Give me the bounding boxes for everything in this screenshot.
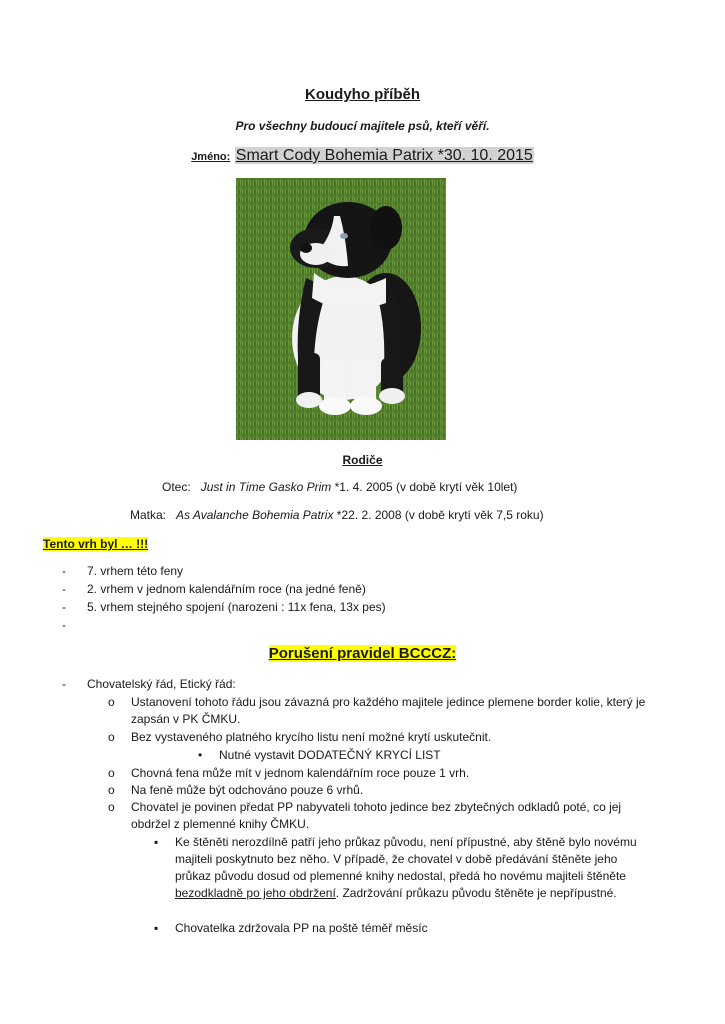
rule-text-part: . Zadržování průkazu původu štěněte je nepřípustné. bbox=[335, 886, 617, 900]
circle-marker: o bbox=[108, 766, 115, 780]
rule-text: Chovná fena může mít v jednom kalendářním roce pouze 1 vrh. bbox=[131, 766, 470, 780]
circle-marker: o bbox=[108, 800, 115, 814]
underlined-phrase: bezodkladně po jeho obdržení bbox=[175, 886, 336, 900]
rule-text: Chovatel je povinen předat PP nabyvateli tohoto jedince bez zbytečných odkladů poté, co jej obdržel z plemenné knihy ČMKU. bbox=[131, 800, 622, 831]
rule-text: Ustanovení tohoto řádu jsou závazná pro každého majitele jedince plemene border kolie, který je zapsán v PK ČMKU. bbox=[131, 695, 646, 726]
litter-heading-wrap bbox=[43, 535, 148, 553]
dash-marker: - bbox=[62, 600, 66, 614]
father-label: Otec: bbox=[162, 480, 191, 494]
list-item bbox=[62, 599, 662, 617]
list-item-text: 2. vrhem v jednom kalendářním roce (na jedné feně) bbox=[87, 582, 366, 596]
litter-heading: Tento vrh byl … !!! bbox=[43, 537, 149, 551]
father-info: *1. 4. 2005 (v době krytí věk 10let) bbox=[334, 480, 518, 494]
rule-text: Nutné vystavit DODATEČNÝ KRYCÍ LIST bbox=[219, 748, 441, 762]
violations-list bbox=[62, 676, 662, 1006]
rule-text: Chovatelka zdržovala PP na poště téměř měsíc bbox=[175, 921, 428, 935]
rule-text bbox=[175, 834, 640, 902]
rule-text: Bez vystaveného platného krycího listu není možné krytí uskutečnit. bbox=[131, 730, 492, 744]
dog-name-line bbox=[0, 147, 725, 165]
bullet-marker: • bbox=[198, 748, 203, 762]
circle-marker: o bbox=[108, 730, 115, 744]
mother-label: Matka: bbox=[130, 508, 167, 522]
name-label: Jméno: bbox=[191, 151, 231, 163]
square-marker: ▪ bbox=[154, 921, 159, 935]
dash-marker: - bbox=[62, 564, 66, 578]
circle-marker: o bbox=[108, 783, 115, 797]
list-item bbox=[62, 617, 662, 635]
list-item-text: 5. vrhem stejného spojení (narozeni : 11x fena, 13x pes) bbox=[87, 600, 386, 614]
violations-item: Chovatelský řád, Etický řád: bbox=[87, 677, 236, 691]
rule-text: Na feně může být odchováno pouze 6 vrhů. bbox=[131, 783, 364, 797]
dash-marker: - bbox=[62, 677, 66, 691]
mother-info: *22. 2. 2008 (v době krytí věk 7,5 roku) bbox=[336, 508, 544, 522]
page-title: Koudyho příběh bbox=[305, 86, 420, 103]
mother-name: As Avalanche Bohemia Patrix bbox=[176, 508, 334, 522]
puppy-photo bbox=[236, 178, 446, 440]
list-item bbox=[62, 563, 662, 581]
rule-text-part: Ke štěněti nerozdílně patří jeho průkaz původu, není přípustné, aby štěně bylo novému majiteli poskytnuto bez něho. V případě, že chovatel v době předávání štěněte jeho průkaz původu dosud od plemenné knihy nedostal, předá ho novému majiteli štěněte bbox=[175, 835, 637, 883]
circle-marker: o bbox=[108, 695, 115, 709]
mother-line bbox=[130, 508, 544, 522]
square-marker: ▪ bbox=[154, 835, 159, 849]
list-item-text: 7. vrhem této feny bbox=[87, 564, 184, 578]
violations-heading-wrap bbox=[0, 645, 725, 663]
parents-heading: Rodiče bbox=[342, 453, 383, 467]
violations-heading: Porušení pravidel BCCCZ: bbox=[268, 645, 457, 662]
list-item bbox=[62, 581, 662, 599]
litter-list bbox=[62, 563, 662, 635]
name-value: Smart Cody Bohemia Patrix *30. 10. 2015 bbox=[235, 147, 533, 164]
dash-marker: - bbox=[62, 618, 66, 632]
father-line bbox=[162, 480, 517, 494]
father-name: Just in Time Gasko Prim bbox=[200, 480, 332, 494]
dash-marker: - bbox=[62, 582, 66, 596]
page-subtitle: Pro všechny budoucí majitele psů, kteří věří. bbox=[235, 119, 490, 133]
